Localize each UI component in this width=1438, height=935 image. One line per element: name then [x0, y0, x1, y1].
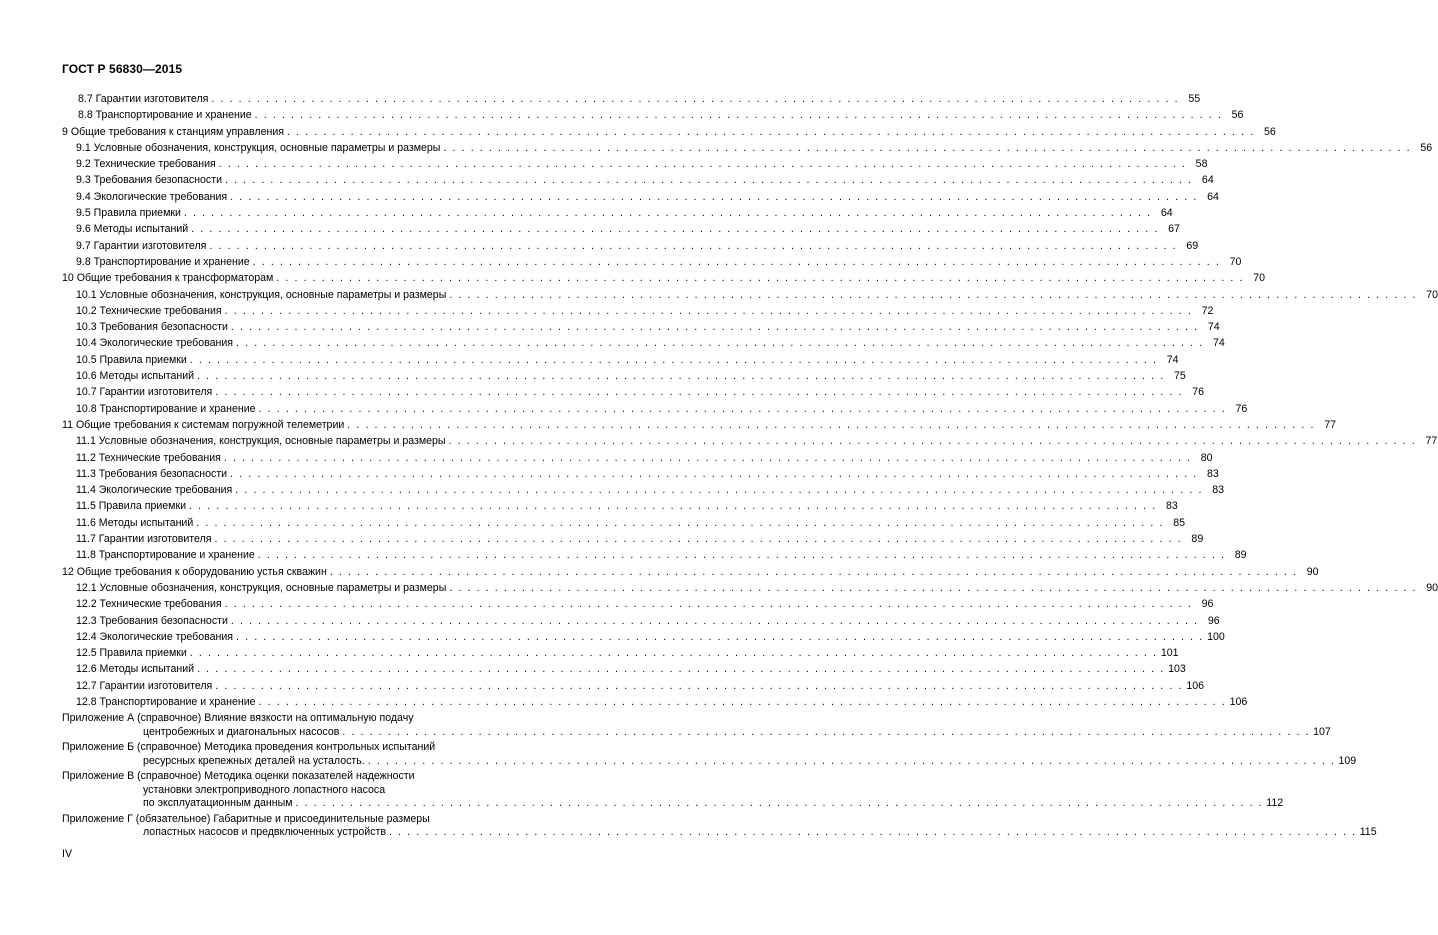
toc-entry-page: 70 — [1253, 272, 1266, 285]
toc-entry[interactable] — [62, 287, 1438, 303]
toc-entry[interactable] — [62, 613, 1220, 629]
toc-entry[interactable] — [62, 368, 1186, 384]
toc-entry[interactable] — [62, 547, 1247, 563]
toc-entry-line — [76, 287, 1438, 303]
dot-leader: . . . . . . . . . . . . . . . . . . . . . . . . . . . . . . . . . . . . . . . . . . . . . . . . . . . . . . . . . . . . . . . . . . . . . . . . . . . . . . . . . . . . . . . . . . . . . . . . . . . . . . . . . . . — [197, 663, 1165, 676]
toc-entry-page: 56 — [1420, 141, 1433, 154]
dot-leader: . . . . . . . . . . . . . . . . . . . . . . . . . . . . . . . . . . . . . . . . . . . . . . . . . . . . . . . . . . . . . . . . . . . . . . . . . . . . . . . . . . . . . . . . . . . . . . . . . . . . . . . . . . . — [230, 467, 1198, 480]
toc-entry-title: 10.3 Требования безопасности — [76, 319, 231, 335]
toc-entry-page: 56 — [1231, 109, 1244, 122]
toc-entry[interactable] — [62, 107, 1244, 123]
dot-leader: . . . . . . . . . . . . . . . . . . . . . . . . . . . . . . . . . . . . . . . . . . . . . . . . . . . . . . . . . . . . . . . . . . . . . . . . . . . . . . . . . . . . . . . . . . . . . . . . . . . . . . . . . . . — [218, 158, 1187, 171]
toc-entry-title: 12.4 Экологические требования — [76, 629, 236, 645]
toc-entry-line — [76, 531, 1204, 547]
toc-entry-page: 64 — [1160, 207, 1173, 220]
dot-leader: . . . . . . . . . . . . . . . . . . . . . . . . . . . . . . . . . . . . . . . . . . . . . . . . . . . . . . . . . . . . . . . . . . . . . . . . . . . . . . . . . . . . . . . . . . . . . . . . . . . . . . . . . . . — [347, 418, 1315, 431]
toc-entry-line — [76, 433, 1438, 449]
toc-entry[interactable] — [62, 303, 1214, 319]
toc-entry-page: 74 — [1207, 321, 1220, 334]
dot-leader: . . . . . . . . . . . . . . . . . . . . . . . . . . . . . . . . . . . . . . . . . . . . . . . . . . . . . . . . . . . . . . . . . . . . . . . . . . . . . . . . . . . . . . . . . . . . . . . . . . . . . . . . . . . — [189, 647, 1158, 660]
dot-leader: . . . . . . . . . . . . . . . . . . . . . . . . . . . . . . . . . . . . . . . . . . . . . . . . . . . . . . . . . . . . . . . . . . . . . . . . . . . . . . . . . . . . . . . . . . . . . . . . . . . . . . . . . . . — [236, 337, 1204, 350]
toc-entry[interactable] — [62, 433, 1438, 449]
appendix-title-end: центробежных и диагональных насосов — [143, 725, 340, 738]
toc-entry-page: 58 — [1195, 158, 1208, 171]
appendix-page: 115 — [1359, 826, 1377, 839]
dot-leader: . . . . . . . . . . . . . . . . . . . . . . . . . . . . . . . . . . . . . . . . . . . . . . . . . . . . . . . . . . . . . . . . . . . . . . . . . . . . . . . . . . . . . . . . . . . . . . . . . . . . . . . . . . . — [224, 598, 1193, 611]
toc-entry-page: 85 — [1173, 516, 1185, 529]
toc-entry-line — [62, 270, 1266, 286]
toc-entry[interactable] — [62, 124, 1276, 140]
toc-entry-title: 11.7 Гарантии изготовителя — [76, 531, 215, 547]
toc-entry-page: 67 — [1168, 223, 1180, 236]
toc-entry-line — [76, 694, 1248, 710]
toc-entry-line — [76, 384, 1205, 400]
appendix-title-end: по эксплуатационным данным — [143, 797, 293, 810]
appendix-title-line: Приложение Б (справочное) Методика проведения контрольных испытаний — [62, 741, 436, 754]
toc-entry-title: 12.3 Требования безопасности — [76, 613, 231, 629]
dot-leader: . . . . . . . . . . . . . . . . . . . . . . . . . . . . . . . . . . . . . . . . . . . . . . . . . . . . . . . . . . . . . . . . . . . . . . . . . . . . . . . . . . . . . . . . . . . . . . . . . . . . . . . . . . . — [257, 549, 1226, 562]
toc-entry-page: 70 — [1229, 255, 1242, 268]
toc-entry-page: 106 — [1229, 695, 1248, 708]
toc-entry[interactable] — [62, 319, 1220, 335]
toc-entry-title: 12.8 Транспортирование и хранение — [76, 694, 259, 710]
toc-entry-title: 10 Общие требования к трансформаторам — [62, 270, 276, 286]
toc-entry-line — [76, 335, 1225, 351]
appendix-last-line — [62, 754, 1357, 769]
appendix-page: 107 — [1313, 725, 1331, 738]
toc-entry-title: 9.7 Гарантии изготовителя — [76, 238, 209, 254]
toc-entry-line — [76, 580, 1438, 596]
page-number: IV — [62, 848, 73, 860]
appendix-entry[interactable] — [62, 712, 1331, 739]
toc-entry-title: 10.4 Экологические требования — [76, 335, 236, 351]
appendix-last-line — [62, 725, 1331, 740]
appendix-title-end: ресурсных крепежных деталей на усталость. — [143, 754, 365, 767]
toc-entry-title: 11.6 Методы испытаний — [76, 515, 196, 531]
toc-entry[interactable] — [62, 140, 1433, 156]
toc-entry-line — [62, 417, 1336, 433]
toc-entry-title: 11.4 Экологические требования — [76, 482, 235, 498]
appendix-last-line — [62, 797, 1284, 811]
toc-entry-title: 11 Общие требования к системам погружной телеметрии — [62, 417, 347, 433]
toc-entry-line — [76, 613, 1220, 629]
toc-entry-title: 9.1 Условные обозначения, конструкция, основные параметры и размеры — [76, 140, 443, 156]
toc-entry-title: 9.4 Экологические требования — [76, 189, 230, 205]
dot-leader: . . . . . . . . . . . . . . . . . . . . . . . . . . . . . . . . . . . . . . . . . . . . . . . . . . . . . . . . . . . . . . . . . . . . . . . . . . . . . . . . . . . . . . . . . . . . . . . . . . . . . . . . . . . — [258, 402, 1227, 415]
toc-entry-page: 103 — [1168, 663, 1186, 676]
toc-entry[interactable] — [62, 352, 1179, 368]
toc-entry[interactable] — [62, 417, 1336, 433]
dot-leader: . . . . . . . . . . . . . . . . . . . . . . . . . . . . . . . . . . . . . . . . . . . . . . . . . . . . . . . . . . . . . . . . . . . . . . . . . . . . . . . . . . . . . . . . . . . . . . . . . . . . . . . . . . . — [230, 614, 1199, 627]
toc-entry-line — [76, 189, 1219, 205]
appendix-entry[interactable] — [62, 741, 1357, 768]
toc-entry-page: 76 — [1235, 402, 1248, 415]
toc-entry-title: 9.2 Технические требования — [76, 156, 219, 172]
dot-leader: . . . . . . . . . . . . . . . . . . . . . . . . . . . . . . . . . . . . . . . . . . . . . . . . . . . . . . . . . . . . . . . . . . . . . . . . . . . . . . . . . . . . . . . . . . . . . . . . . . . . . . . . . . . — [196, 516, 1164, 529]
toc-entry-title: 9.8 Транспортирование и хранение — [76, 254, 253, 270]
toc-entry-page: 69 — [1186, 239, 1199, 252]
toc-entry[interactable] — [62, 531, 1204, 547]
toc-entry-page: 75 — [1173, 370, 1186, 383]
toc-entry-line — [76, 140, 1433, 156]
toc-entry-title: 8.8 Транспортирование и хранение — [78, 107, 255, 123]
dot-leader: . . . . . . . . . . . . . . . . . . . . . . . . . . . . . . . . . . . . . . . . . . . . . . . . . . . . . . . . . . . . . . . . . . . . . . . . . . . . . . . . . . . . . . . . . . . . . . . . . . . . . . . . . . . — [258, 695, 1227, 708]
toc-entry-title: 11.5 Правила приемки — [76, 498, 189, 514]
toc-entry-title: 9.6 Методы испытаний — [76, 221, 191, 237]
dot-leader: . . . . . . . . . . . . . . . . . . . . . . . . . . . . . . . . . . . . . . . . . . . . . . . . . . . . . . . . . . . . . . . . . . . . . . . . . . . . . . . . . . . . . . . . . . . . . . . . . . . . . . . . . . . — [197, 370, 1165, 383]
dot-leader: . . . . . . . . . . . . . . . . . . . . . . . . . . . . . . . . . . . . . . . . . . . . . . . . . . . . . . . . . . . . . . . . . . . . . . . . . . . . . . . . . . . . . . . . . . . . . . . . . . . . . . . . . . . — [225, 174, 1193, 187]
appendix-title-line: установки электроприводного лопастного насоса — [143, 783, 386, 796]
table-of-contents — [62, 91, 1438, 840]
toc-entry-page: 101 — [1160, 647, 1179, 660]
dot-leader: . . . . . . . . . . . . . . . . . . . . . . . . . . . . . . . . . . . . . . . . . . . . . . . . . . . . . . . . . . . . . . . . . . . . . . . . . . . . . . . . . . . . . . . . . . . . . . . . . . . . . . . . . . . — [236, 630, 1204, 643]
dot-leader: . . . . . . . . . . . . . . . . . . . . . . . . . . . . . . . . . . . . . . . . . . . . . . . . . . . . . . . . . . . . . . . . . . . . . . . . . . . . . . . . . . . . . . . . . . . . . . . . . . . . . . . . . . . — [252, 255, 1221, 268]
toc-entry[interactable] — [62, 401, 1248, 417]
toc-entry[interactable] — [62, 515, 1185, 531]
toc-entry-page: 83 — [1165, 500, 1178, 513]
dot-leader: . . . . . . . . . . . . . . . . . . . . . . . . . . . . . . . . . . . . . . . . . . . . . . . . . . . . . . . . . . . . . . . . . . . . . . . . . . . . . . . . . . . . . . . . . . . . . . . . . . . . . . . . . . . — [276, 272, 1245, 285]
toc-entry-line — [76, 515, 1185, 531]
toc-entry-title: 10.1 Условные обозначения, конструкция, основные параметры и размеры — [76, 287, 449, 303]
toc-entry-line — [62, 124, 1276, 140]
toc-entry-page: 64 — [1207, 190, 1219, 203]
toc-entry-title: 9.5 Правила приемки — [76, 205, 184, 221]
toc-entry-page: 74 — [1166, 353, 1179, 366]
toc-entry-line — [76, 221, 1180, 237]
toc-entry-title: 12.6 Методы испытаний — [76, 661, 197, 677]
appendix-last-line — [62, 826, 1377, 840]
dot-leader: . . . . . . . . . . . . . . . . . . . . . . . . . . . . . . . . . . . . . . . . . . . . . . . . . . . . . . . . . . . . . . . . . . . . . . . . . . . . . . . . . . . . . . . . . . . . . . . . . . . . . . . . . . . — [230, 190, 1198, 203]
toc-entry[interactable] — [62, 91, 1201, 107]
toc-entry-line — [76, 498, 1178, 514]
dot-leader: . . . . . . . . . . . . . . . . . . . . . . . . . . . . . . . . . . . . . . . . . . . . . . . . . . . . . . . . . . . . . . . . . . . . . . . . . . . . . . . . . . . . . . . . . . . . . . . . . . . . . . . . . . . — [211, 93, 1180, 105]
toc-entry-line — [76, 205, 1173, 221]
toc-entry-line — [76, 254, 1242, 270]
toc-entry-line — [76, 352, 1179, 368]
dot-leader: . . . . . . . . . . . . . . . . . . . . . . . . . . . . . . . . . . . . . . . . . . . . . . . . . . . . . . . . . . . . . . . . . . . . . . . . . . . . . . . . . . . . . . . . . . . . . . . . . . . . . . . . . . . — [215, 386, 1184, 399]
toc-entry-title: 8.7 Гарантии изготовителя — [78, 91, 211, 107]
dot-leader: . . . . . . . . . . . . . . . . . . . . . . . . . . . . . . . . . . . . . . . . . . . . . . . . . . . . . . . . . . . . . . . . . . . . . . . . . . . . . . . . . . . . . . . . . . . . . . . . . . . . . . . . . . . — [329, 565, 1298, 578]
toc-entry[interactable] — [62, 645, 1179, 661]
toc-entry-title: 10.8 Транспортирование и хранение — [76, 401, 259, 417]
dot-leader: . . . . . . . . . . . . . . . . . . . . . . . . . . . . . . . . . . . . . . . . . . . . . . . . . . . . . . . . . . . . . . . . . . . . . . . . . . . . . . . . . . . . . . . . . . . . . . . . . . . . . . . . . . . — [224, 304, 1193, 317]
toc-entry-title: 11.3 Требования безопасности — [76, 466, 230, 482]
toc-entry-page: 89 — [1234, 549, 1247, 562]
toc-entry-line — [76, 466, 1219, 482]
appendix-title-end: лопастных насосов и предвключенных устройств — [143, 826, 386, 839]
dot-leader: . . . . . . . . . . . . . . . . . . . . . . . . . . . . . . . . . . . . . . . . . . . . . . . . . . . . . . . . . . . . . . . . . . . . . . . . . . . . . . . . . . . . . . . . . . . . . . . . . . . . . . . . . . . — [388, 826, 1357, 839]
toc-entry-line — [76, 303, 1214, 319]
toc-entry-page: 70 — [1426, 288, 1438, 301]
toc-entry-line — [76, 319, 1220, 335]
toc-entry[interactable] — [62, 270, 1266, 286]
dot-leader: . . . . . . . . . . . . . . . . . . . . . . . . . . . . . . . . . . . . . . . . . . . . . . . . . . . . . . . . . . . . . . . . . . . . . . . . . . . . . . . . . . . . . . . . . . . . . . . . . . . . . . . . . . . — [235, 484, 1203, 497]
toc-entry[interactable] — [62, 189, 1219, 205]
toc-entry[interactable] — [62, 678, 1205, 694]
toc-entry[interactable] — [62, 335, 1225, 351]
toc-entry-page: 80 — [1200, 451, 1213, 464]
toc-entry-page: 56 — [1263, 125, 1276, 138]
toc-entry[interactable] — [62, 384, 1205, 400]
toc-entry-title: 12.7 Гарантии изготовителя — [76, 678, 215, 694]
dot-leader: . . . . . . . . . . . . . . . . . . . . . . . . . . . . . . . . . . . . . . . . . . . . . . . . . . . . . . . . . . . . . . . . . . . . . . . . . . . . . . . . . . . . . . . . . . . . . . . . . . . . . . . . . . . — [215, 679, 1184, 692]
dot-leader: . . . . . . . . . . . . . . . . . . . . . . . . . . . . . . . . . . . . . . . . . . . . . . . . . . . . . . . . . . . . . . . . . . . . . . . . . . . . . . . . . . . . . . . . . . . . . . . . . . . . . . . . . . . — [209, 239, 1178, 252]
appendix-page: 109 — [1338, 754, 1357, 767]
toc-entry-page: 83 — [1212, 484, 1224, 497]
dot-leader: . . . . . . . . . . . . . . . . . . . . . . . . . . . . . . . . . . . . . . . . . . . . . . . . . . . . . . . . . . . . . . . . . . . . . . . . . . . . . . . . . . . . . . . . . . . . . . . . . . . . . . . . . . . — [214, 533, 1183, 546]
toc-entry-title: 12.5 Правила приемки — [76, 645, 190, 661]
toc-entry-title: 12.2 Технические требования — [76, 596, 225, 612]
toc-entry-page: 55 — [1188, 93, 1201, 105]
appendix-entry[interactable] — [62, 770, 1284, 811]
toc-entry[interactable] — [62, 580, 1438, 596]
toc-entry-line — [76, 368, 1186, 384]
toc-entry-title: 12.1 Условные обозначения, конструкция, основные параметры и размеры — [76, 580, 449, 596]
toc-entry-title: 9.3 Требования безопасности — [76, 172, 225, 188]
toc-entry-page: 64 — [1201, 174, 1214, 187]
toc-entry-page: 90 — [1426, 581, 1438, 594]
toc-entry-page: 76 — [1192, 386, 1205, 399]
toc-entry-line — [76, 596, 1214, 612]
toc-entry-line — [76, 547, 1247, 563]
dot-leader: . . . . . . . . . . . . . . . . . . . . . . . . . . . . . . . . . . . . . . . . . . . . . . . . . . . . . . . . . . . . . . . . . . . . . . . . . . . . . . . . . . . . . . . . . . . . . . . . . . . . . . . . . . . — [295, 797, 1264, 810]
toc-entry[interactable] — [62, 205, 1173, 221]
toc-entry-page: 89 — [1191, 533, 1204, 546]
toc-entry-page: 77 — [1425, 435, 1438, 448]
toc-entry-page: 74 — [1212, 337, 1225, 350]
toc-entry-line — [78, 107, 1244, 123]
appendix-title-line: Приложение В (справочное) Методика оценки показателей надежности — [62, 770, 415, 783]
toc-entry-page: 96 — [1207, 614, 1220, 627]
toc-entry-line — [62, 564, 1319, 580]
toc-entry-title: 10.7 Гарантии изготовителя — [76, 384, 215, 400]
toc-entry-page: 83 — [1207, 467, 1219, 480]
dot-leader: . . . . . . . . . . . . . . . . . . . . . . . . . . . . . . . . . . . . . . . . . . . . . . . . . . . . . . . . . . . . . . . . . . . . . . . . . . . . . . . . . . . . . . . . . . . . . . . . . . . . . . . . . . . — [223, 451, 1192, 464]
dot-leader: . . . . . . . . . . . . . . . . . . . . . . . . . . . . . . . . . . . . . . . . . . . . . . . . . . . . . . . . . . . . . . . . . . . . . . . . . . . . . . . . . . . . . . . . . . . . . . . . . . . . . . . . . . . — [448, 435, 1417, 448]
toc-entry-title: 11.1 Условные обозначения, конструкция, основные параметры и размеры — [76, 433, 449, 449]
dot-leader: . . . . . . . . . . . . . . . . . . . . . . . . . . . . . . . . . . . . . . . . . . . . . . . . . . . . . . . . . . . . . . . . . . . . . . . . . . . . . . . . . . . . . . . . . . . . . . . . . . . . . . . . . . . — [191, 223, 1159, 236]
toc-entry-page: 100 — [1207, 630, 1225, 643]
toc-entry-title: 10.2 Технические требования — [76, 303, 225, 319]
document-header: ГОСТ Р 56830—2015 — [62, 62, 183, 76]
toc-entry[interactable] — [62, 564, 1319, 580]
toc-entry[interactable] — [62, 156, 1208, 172]
toc-entry-line — [76, 645, 1179, 661]
toc-entry[interactable] — [62, 254, 1242, 270]
toc-entry-title: 11.2 Технические требования — [76, 450, 224, 466]
toc-entry[interactable] — [62, 172, 1214, 188]
toc-entry-page: 90 — [1306, 565, 1319, 578]
dot-leader: . . . . . . . . . . . . . . . . . . . . . . . . . . . . . . . . . . . . . . . . . . . . . . . . . . . . . . . . . . . . . . . . . . . . . . . . . . . . . . . . . . . . . . . . . . . . . . . . . . . . . . . . . . . — [230, 321, 1199, 334]
toc-entry-line — [76, 661, 1186, 677]
dot-leader: . . . . . . . . . . . . . . . . . . . . . . . . . . . . . . . . . . . . . . . . . . . . . . . . . . . . . . . . . . . . . . . . . . . . . . . . . . . . . . . . . . . . . . . . . . . . . . . . . . . . . . . . . . . — [342, 725, 1311, 738]
toc-entry-line — [76, 678, 1205, 694]
toc-entry-title: 12 Общие требования к оборудованию устья скважин — [62, 564, 330, 580]
toc-entry-page: 106 — [1186, 679, 1205, 692]
dot-leader: . . . . . . . . . . . . . . . . . . . . . . . . . . . . . . . . . . . . . . . . . . . . . . . . . . . . . . . . . . . . . . . . . . . . . . . . . . . . . . . . . . . . . . . . . . . . . . . . . . . . . . . . . . . — [189, 353, 1158, 366]
appendix-entry[interactable] — [62, 812, 1377, 840]
toc-entry[interactable] — [62, 661, 1186, 677]
toc-entry-line — [78, 91, 1201, 107]
dot-leader: . . . . . . . . . . . . . . . . . . . . . . . . . . . . . . . . . . . . . . . . . . . . . . . . . . . . . . . . . . . . . . . . . . . . . . . . . . . . . . . . . . . . . . . . . . . . . . . . . . . . . . . . . . . — [287, 125, 1255, 138]
toc-entry[interactable] — [62, 482, 1224, 498]
toc-entry[interactable] — [62, 498, 1178, 514]
toc-entry[interactable] — [62, 466, 1219, 482]
toc-entry-line — [76, 156, 1208, 172]
toc-entry-page: 72 — [1201, 304, 1214, 317]
toc-entry[interactable] — [62, 629, 1225, 645]
toc-entry-title: 9 Общие требования к станциям управления — [62, 124, 287, 140]
toc-entry[interactable] — [62, 596, 1214, 612]
toc-entry-title: 10.6 Методы испытаний — [76, 368, 197, 384]
appendix-page: 112 — [1266, 797, 1284, 810]
toc-entry-title: 10.5 Правила приемки — [76, 352, 190, 368]
toc-entry-line — [76, 629, 1225, 645]
toc-entry-page: 77 — [1324, 418, 1336, 431]
appendix-title-line: Приложение А (справочное) Влияние вязкости на оптимальную подачу — [62, 712, 414, 725]
toc-entry-title: 11.8 Транспортирование и хранение — [76, 547, 258, 563]
dot-leader: . . . . . . . . . . . . . . . . . . . . . . . . . . . . . . . . . . . . . . . . . . . . . . . . . . . . . . . . . . . . . . . . . . . . . . . . . . . . . . . . . . . . . . . . . . . . . . . . . . . . . . . . . . . — [367, 754, 1336, 767]
dot-leader: . . . . . . . . . . . . . . . . . . . . . . . . . . . . . . . . . . . . . . . . . . . . . . . . . . . . . . . . . . . . . . . . . . . . . . . . . . . . . . . . . . . . . . . . . . . . . . . . . . . . . . . . . . . — [254, 109, 1223, 122]
toc-entry[interactable] — [62, 450, 1213, 466]
dot-leader: . . . . . . . . . . . . . . . . . . . . . . . . . . . . . . . . . . . . . . . . . . . . . . . . . . . . . . . . . . . . . . . . . . . . . . . . . . . . . . . . . . . . . . . . . . . . . . . . . . . . . . . . . . . — [183, 207, 1152, 220]
dot-leader: . . . . . . . . . . . . . . . . . . . . . . . . . . . . . . . . . . . . . . . . . . . . . . . . . . . . . . . . . . . . . . . . . . . . . . . . . . . . . . . . . . . . . . . . . . . . . . . . . . . . . . . . . . . — [449, 581, 1418, 594]
toc-entry-line — [76, 450, 1213, 466]
dot-leader: . . . . . . . . . . . . . . . . . . . . . . . . . . . . . . . . . . . . . . . . . . . . . . . . . . . . . . . . . . . . . . . . . . . . . . . . . . . . . . . . . . . . . . . . . . . . . . . . . . . . . . . . . . . — [443, 141, 1412, 154]
toc-entry[interactable] — [62, 694, 1248, 710]
toc-entry-line — [76, 401, 1248, 417]
toc-entry[interactable] — [62, 238, 1199, 254]
toc-entry-page: 96 — [1201, 598, 1214, 611]
toc-entry-line — [76, 172, 1214, 188]
toc-entry-line — [76, 482, 1224, 498]
toc-entry-line — [76, 238, 1199, 254]
toc-entry[interactable] — [62, 221, 1180, 237]
dot-leader: . . . . . . . . . . . . . . . . . . . . . . . . . . . . . . . . . . . . . . . . . . . . . . . . . . . . . . . . . . . . . . . . . . . . . . . . . . . . . . . . . . . . . . . . . . . . . . . . . . . . . . . . . . . — [449, 288, 1418, 301]
appendix-title-line: Приложение Г (обязательное) Габаритные и присоединительные размеры — [62, 812, 430, 825]
dot-leader: . . . . . . . . . . . . . . . . . . . . . . . . . . . . . . . . . . . . . . . . . . . . . . . . . . . . . . . . . . . . . . . . . . . . . . . . . . . . . . . . . . . . . . . . . . . . . . . . . . . . . . . . . . . — [189, 500, 1157, 513]
